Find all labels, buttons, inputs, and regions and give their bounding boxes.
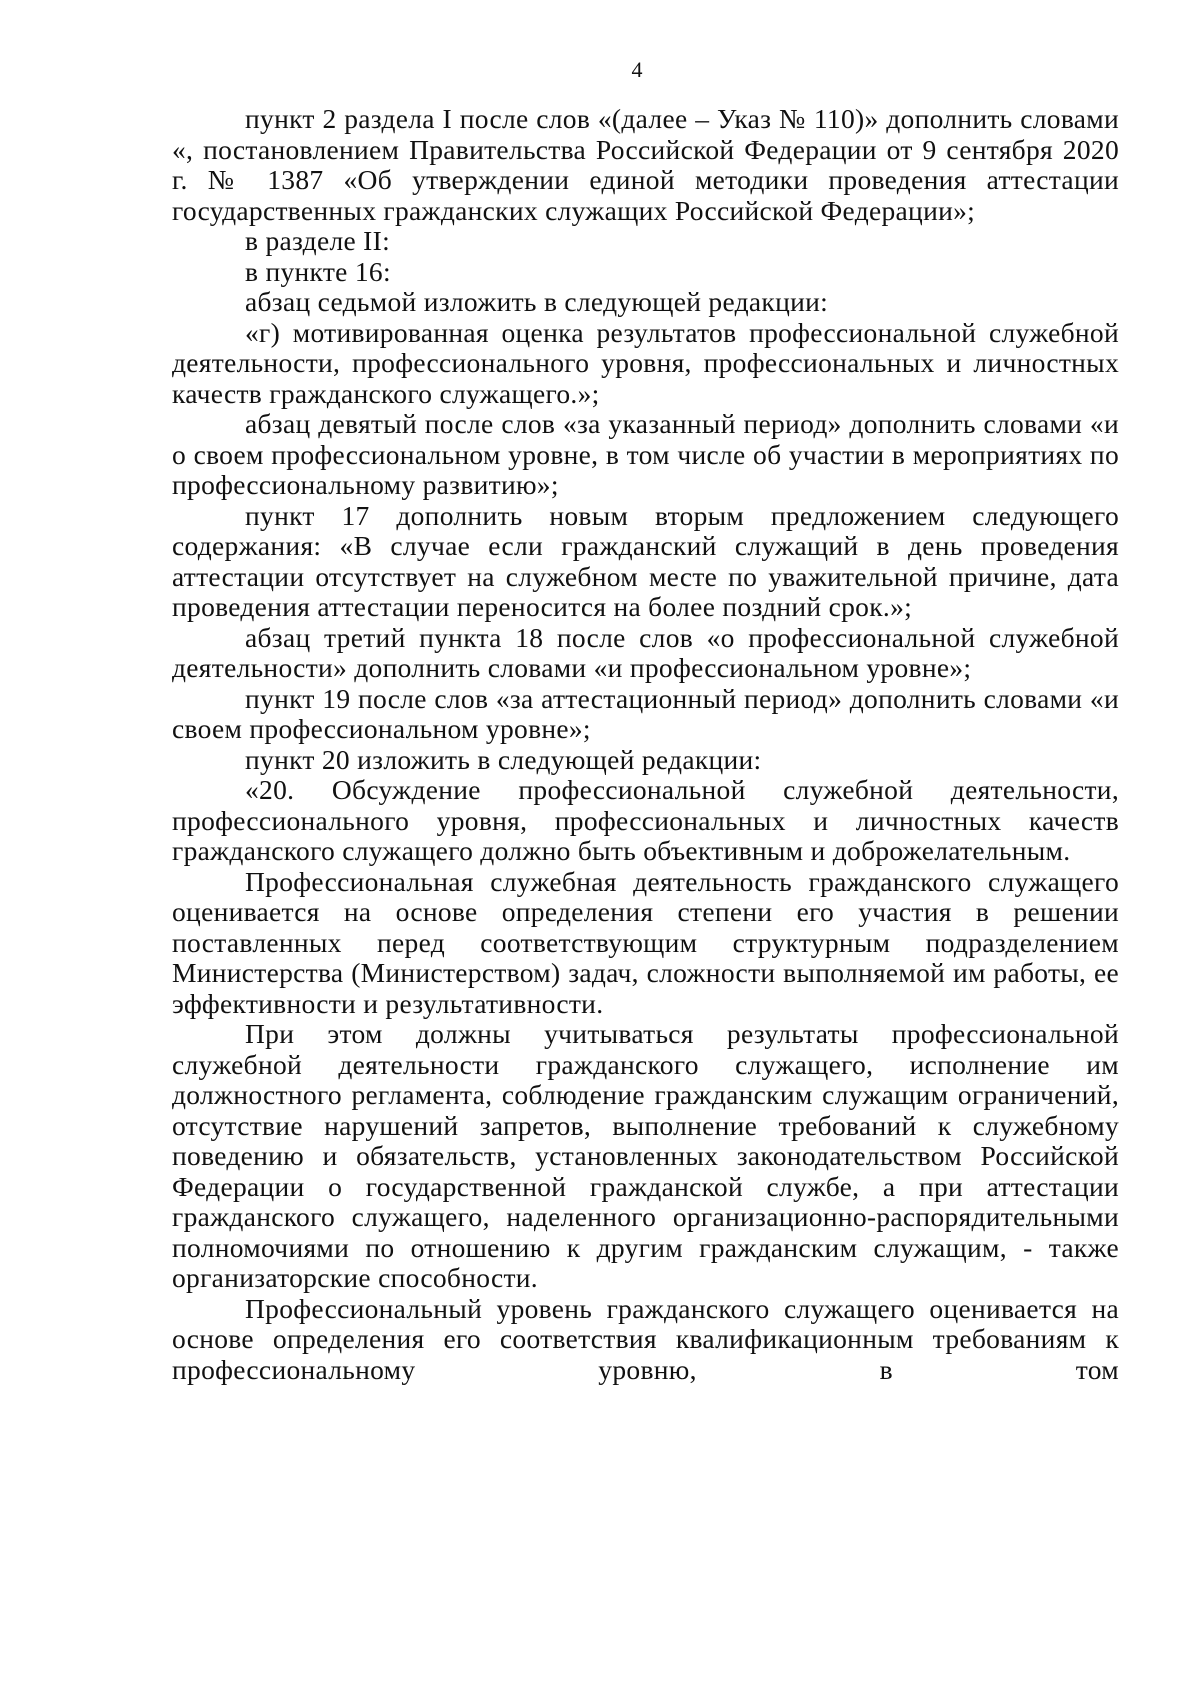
paragraph: абзац девятый после слов «за указанный период» дополнить словами «и о своем профессиональном уровне, в том числе об участии в мероприятиях по профессиональному развитию»; [172,408,1119,500]
paragraph: в пункте 16: [245,255,391,287]
page-number: 4 [631,57,643,82]
paragraph: «г) мотивированная оценка результатов профессиональной служебной деятельности, профессионального уровня, профессиональных и личностных качеств гражданского служащего.»; [172,316,1119,409]
document-body [172,104,1119,1385]
paragraph: в разделе II: [245,225,391,256]
paragraph: Профессиональная служебная деятельность гражданского служащего оценивается на основе определения степени его участия в решении поставленных перед соответствующим структурным подразделением Министерства (Министерством) задач, сложности выполняемой им работы, ее эффективности и результативности. [172,865,1119,1019]
paragraph: При этом должны учитываться результаты профессиональной служебной деятельности гражданского служащего, исполнение им должностного регламента, соблюдение гражданским служащим ограничений, отсутствие нарушений запретов, выполнение требований к служебному поведению и обязательств, установленных законодательством Российской Федерации о государственной гражданской службе, а при аттестации гражданского служащего, наделенного организационно-распорядительными полномочиями по отношению к другим гражданским служащим, - также организаторские способности. [172,1018,1119,1293]
paragraph: Профессиональный уровень гражданского служащего оценивается на основе определения его соответствия квалификационным требованиям к профессиональному уровню, в том [172,1292,1119,1385]
paragraph: пункт 17 дополнить новым вторым предложением следующего содержания: «В случае если гражданский служащий в день проведения аттестации отсутствует на служебном месте по уважительной причине, дата проведения аттестации переносится на более поздний срок.»; [172,499,1119,622]
paragraph: «20. Обсуждение профессиональной служебной деятельности, профессионального уровня, профессиональных и личностных качеств гражданского служащего должно быть объективным и доброжелательным. [172,774,1119,866]
paragraph: пункт 19 после слов «за аттестационный период» дополнить словами «и своем профессиональном уровне»; [172,682,1119,744]
paragraph: пункт 20 изложить в следующей редакции: [245,743,762,775]
paragraph: абзац третий пункта 18 после слов «о профессиональной служебной деятельности» дополнить словами «и профессиональном уровне»; [172,621,1119,683]
paragraph: пункт 2 раздела I после слов «(далее – Указ № 110)» дополнить словами «, постановлением Правительства Российской Федерации от 9 сентября 2020 г. № 1387 «Об утверждении единой методики проведения аттестации государственных гражданских служащих Российской Федерации»; [172,103,1119,226]
paragraph: абзац седьмой изложить в следующей редакции: [245,286,829,317]
